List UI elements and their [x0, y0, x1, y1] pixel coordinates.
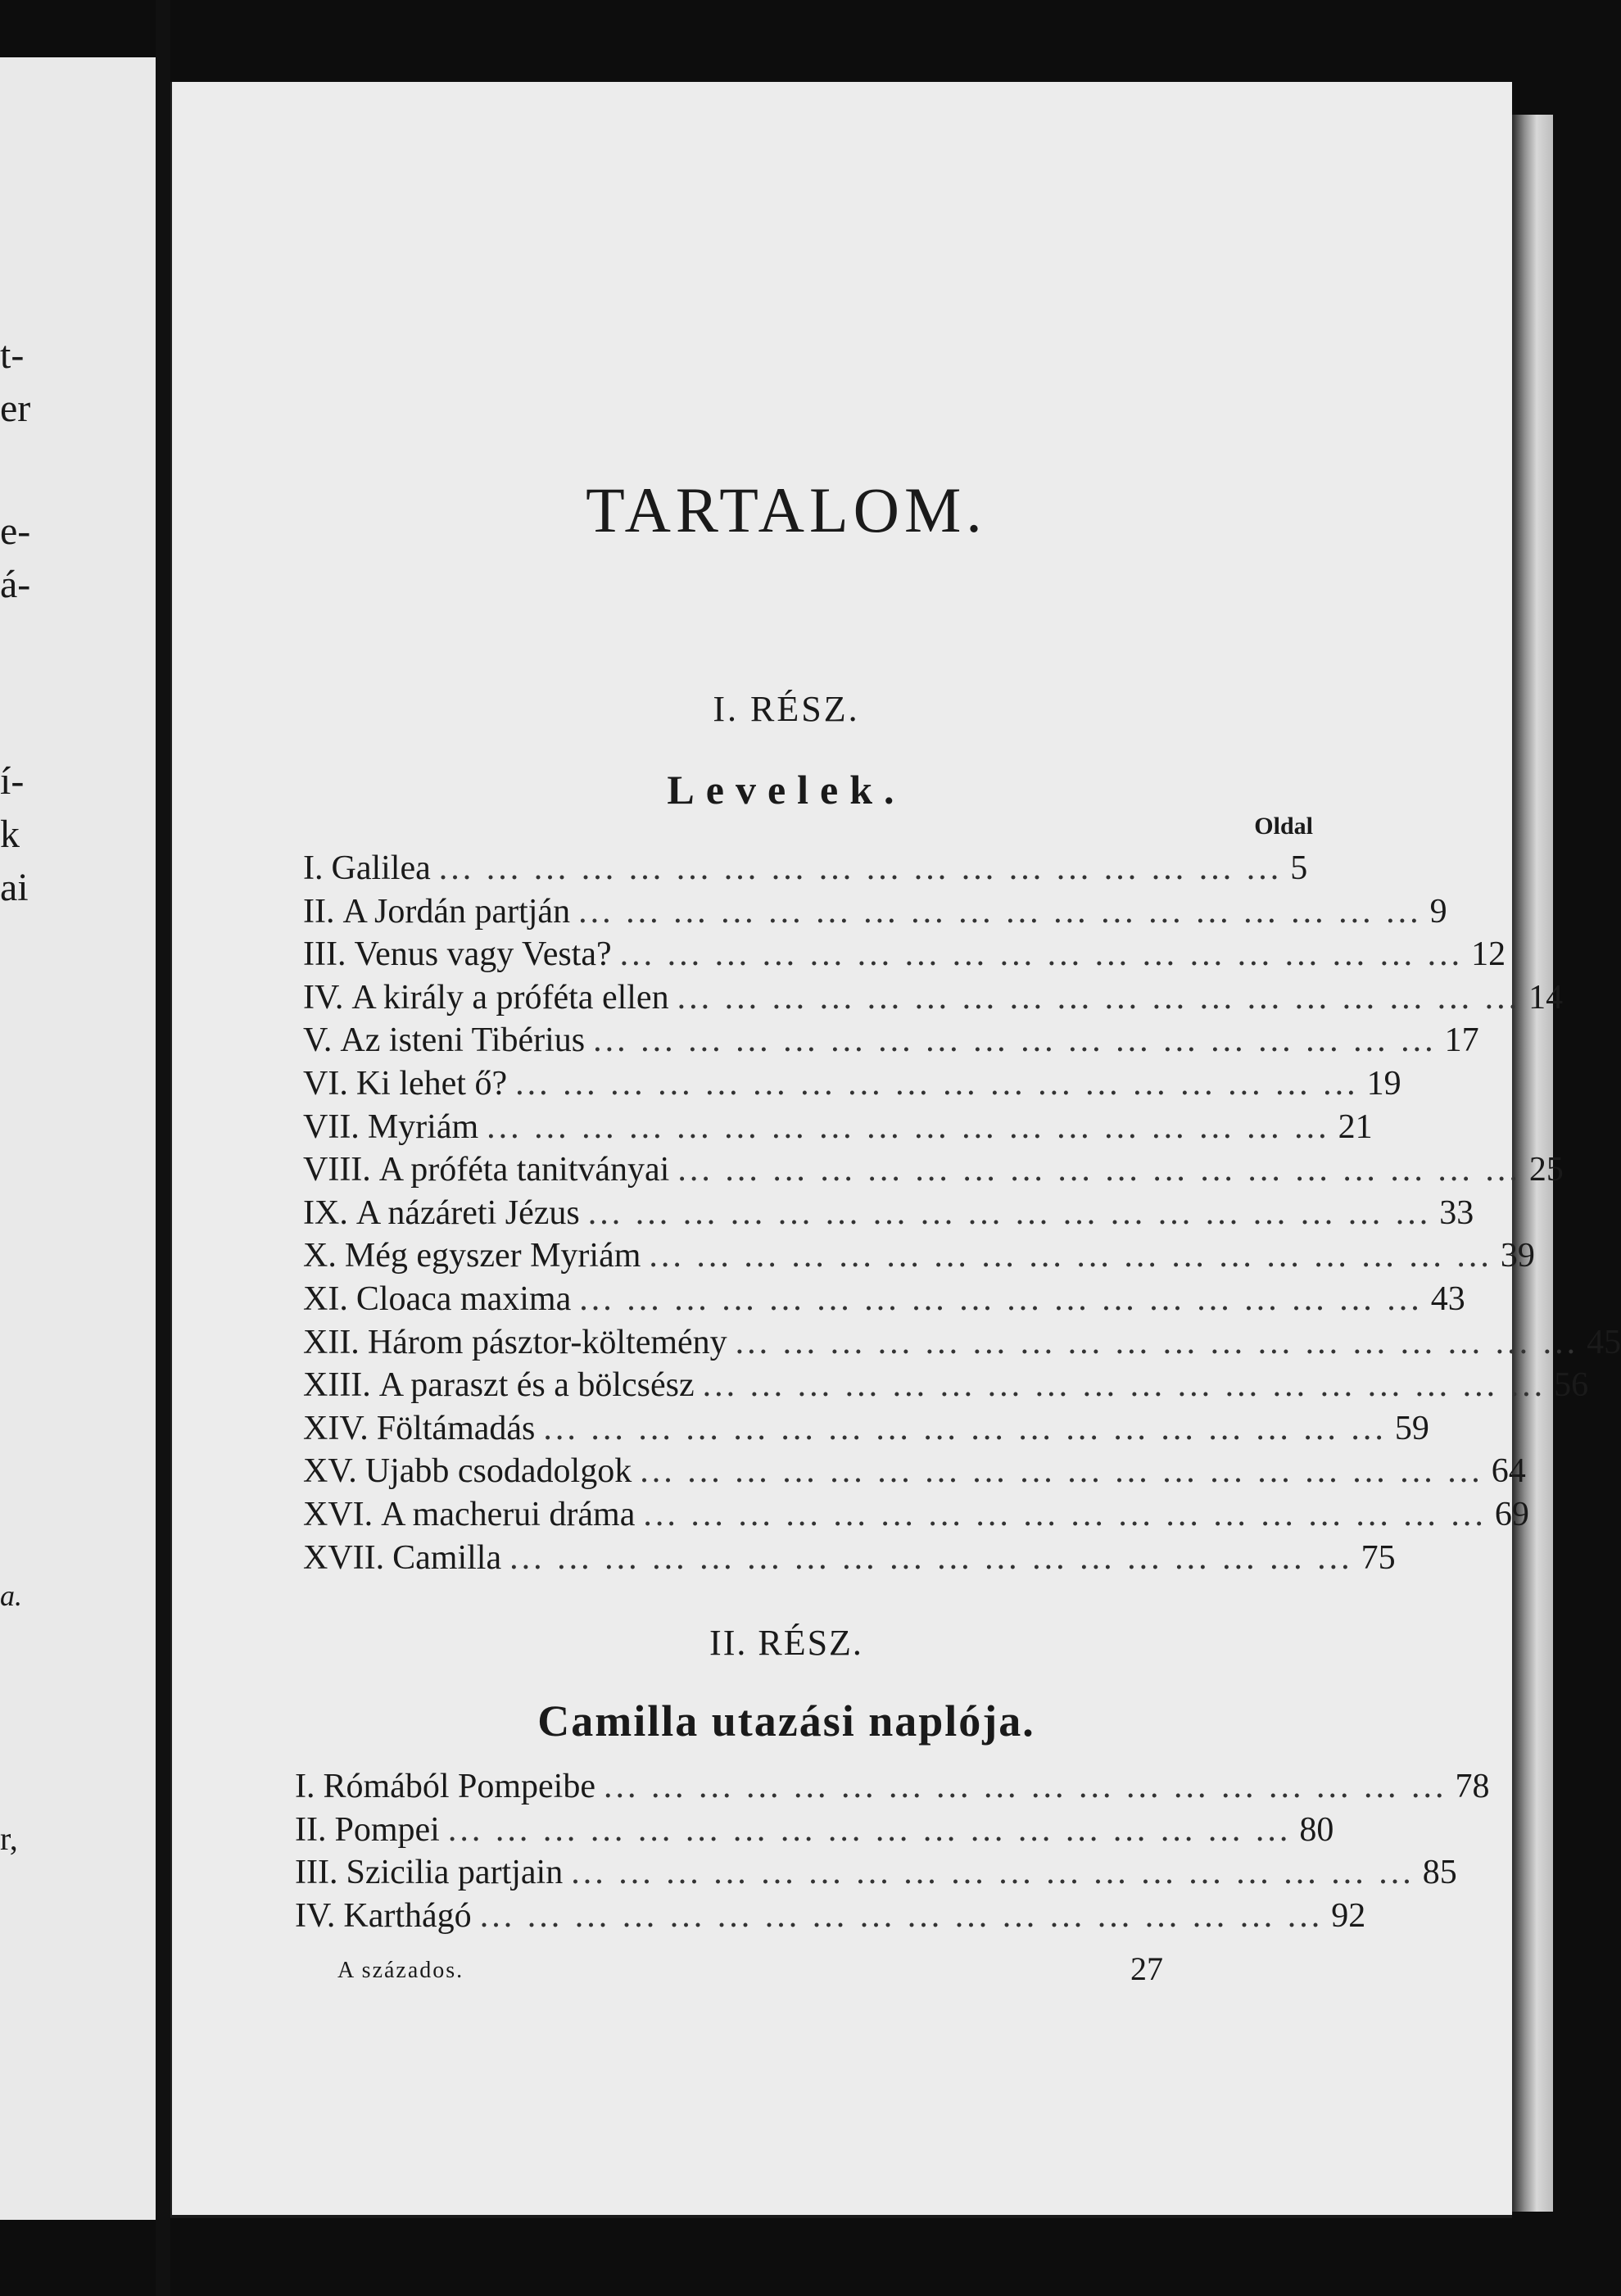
toc-leader-dots: ... ... ... ... ... ... ... ... ... ... ... ... ... ... ... ... ... ... — [487, 1107, 1330, 1146]
toc-entry — [303, 1021, 1479, 1062]
toc-entry-title: A paraszt és a bölcsész — [378, 1366, 695, 1405]
toc-entry-page: 56 — [1554, 1366, 1589, 1405]
facing-page-fragment: á- — [0, 563, 31, 606]
toc-entry — [303, 978, 1564, 1019]
toc-entry — [303, 892, 1447, 933]
toc-entry-number: IV. — [303, 978, 344, 1017]
part1-subtitle: Levelek. — [667, 767, 906, 813]
toc-entry — [303, 935, 1506, 976]
toc-entry-page: 39 — [1500, 1237, 1535, 1275]
toc-entry-title: A macherui dráma — [381, 1496, 636, 1533]
toc-entry-page: 12 — [1471, 935, 1506, 974]
toc-entry-page: 14 — [1528, 978, 1564, 1017]
facing-page-fragment: k — [0, 813, 20, 856]
toc-entry-number: X. — [303, 1237, 337, 1275]
toc-entry-number: VIII. — [303, 1151, 371, 1189]
toc-entry — [303, 1193, 1474, 1234]
toc-entry-title: Az isteni Tibérius — [340, 1021, 586, 1060]
toc-entry-page: 17 — [1444, 1021, 1479, 1060]
toc-entry-number: I. — [303, 849, 324, 887]
toc-entry-page: 64 — [1491, 1452, 1526, 1491]
toc-entry-title: Cloaca maxima — [355, 1280, 572, 1318]
toc-entry-page: 19 — [1366, 1065, 1401, 1103]
toc-entry-page: 43 — [1430, 1280, 1465, 1318]
toc-entry-title: Ki lehet ő? — [355, 1065, 508, 1103]
toc-leader-dots: ... ... ... ... ... ... ... ... ... ... ... ... ... ... ... ... ... ... — [447, 1810, 1292, 1849]
toc-entry — [303, 1323, 1621, 1364]
facing-page-fragment: e- — [0, 509, 31, 553]
toc-entry-page: 92 — [1331, 1896, 1366, 1935]
toc-entry-page: 5 — [1290, 849, 1308, 887]
toc-leader-dots: ... ... ... ... ... ... ... ... ... ... ... ... ... ... ... ... ... ... — [677, 978, 1521, 1017]
facing-page-fragment: er — [0, 387, 31, 430]
toc-entry-page: 21 — [1338, 1107, 1373, 1146]
toc-entry — [295, 1853, 1457, 1894]
toc-entry-number: XV. — [303, 1452, 357, 1491]
toc-entry-number: V. — [303, 1021, 333, 1060]
toc-entry-page: 45 — [1587, 1323, 1621, 1361]
toc-entry-page: 78 — [1455, 1768, 1490, 1805]
toc-entry-number: XVI. — [303, 1496, 374, 1533]
toc-entry — [295, 1810, 1334, 1851]
toc-entry-title: A Jordán partján — [342, 892, 571, 931]
toc-entry-number: XI. — [303, 1280, 348, 1318]
part2-subtitle: Camilla utazási naplója. — [537, 1696, 1035, 1746]
toc-entry-title: A király a próféta ellen — [351, 978, 669, 1017]
toc-entry-title: Még egyszer Myriám — [344, 1237, 641, 1275]
page-title: TARTALOM. — [586, 474, 987, 546]
toc-entry — [303, 1365, 1589, 1406]
sheet-number: 27 — [1130, 1950, 1163, 1987]
toc-leader-dots: ... ... ... ... ... ... ... ... ... ... ... ... ... ... ... ... ... ... — [543, 1409, 1387, 1447]
toc-entry-page: 75 — [1361, 1538, 1396, 1577]
toc-entry-page: 80 — [1299, 1810, 1334, 1849]
toc-leader-dots: ... ... ... ... ... ... ... ... ... ... ... ... ... ... ... ... ... ... — [579, 1280, 1423, 1318]
toc-leader-dots: ... ... ... ... ... ... ... ... ... ... ... ... ... ... ... ... ... ... — [571, 1854, 1415, 1892]
toc-leader-dots: ... ... ... ... ... ... ... ... ... ... ... ... ... ... ... ... ... ... — [735, 1323, 1579, 1361]
toc-entry — [303, 1279, 1465, 1320]
facing-page-fragment: r, — [0, 1820, 18, 1857]
toc-entry-title: Három pásztor-költemény — [367, 1323, 727, 1361]
toc-entry-title: Myriám — [367, 1107, 479, 1146]
facing-page-fragment: t- — [0, 333, 25, 377]
toc-entry-page: 9 — [1429, 892, 1447, 931]
toc-entry-number: XII. — [303, 1323, 360, 1361]
toc-entry — [303, 1495, 1529, 1536]
toc-entry-title: Venus vagy Vesta? — [354, 935, 612, 974]
toc-entry — [303, 1451, 1526, 1492]
toc-entry-page: 33 — [1439, 1193, 1474, 1232]
toc-entry-page: 59 — [1394, 1409, 1429, 1447]
toc-entry-title: Karthágó — [343, 1896, 472, 1935]
toc-leader-dots: ... ... ... ... ... ... ... ... ... ... ... ... ... ... ... ... ... ... — [438, 849, 1283, 887]
toc-entry-number: VII. — [303, 1107, 360, 1146]
toc-entry-title: A próféta tanitványai — [378, 1151, 670, 1189]
toc-leader-dots: ... ... ... ... ... ... ... ... ... ... ... ... ... ... ... ... ... ... — [649, 1237, 1492, 1275]
book-gutter — [156, 0, 170, 2296]
toc-entry — [303, 1150, 1564, 1191]
page-column-header: Oldal — [1254, 813, 1313, 840]
toc-leader-dots: ... ... ... ... ... ... ... ... ... ... ... ... ... ... ... ... ... ... — [515, 1065, 1359, 1103]
toc-entry-number: IV. — [295, 1896, 336, 1935]
toc-leader-dots: ... ... ... ... ... ... ... ... ... ... ... ... ... ... ... ... ... ... — [643, 1496, 1487, 1533]
toc-entry-title: Pompei — [334, 1810, 440, 1849]
toc-leader-dots: ... ... ... ... ... ... ... ... ... ... ... ... ... ... ... ... ... ... — [479, 1896, 1324, 1935]
toc-entry — [303, 1538, 1396, 1579]
toc-entry — [303, 1409, 1429, 1450]
toc-entry-title: Szicilia partjain — [346, 1854, 564, 1892]
part2-label: II. RÉSZ. — [709, 1623, 863, 1663]
toc-entry-page: 69 — [1494, 1496, 1529, 1533]
toc-leader-dots: ... ... ... ... ... ... ... ... ... ... ... ... ... ... ... ... ... ... — [603, 1768, 1447, 1805]
toc-leader-dots: ... ... ... ... ... ... ... ... ... ... ... ... ... ... ... ... ... ... — [578, 892, 1422, 931]
toc-entry-number: II. — [295, 1810, 327, 1849]
toc-entry — [303, 1107, 1373, 1148]
toc-entry-title: Rómából Pompeibe — [323, 1768, 595, 1805]
toc-entry-number: II. — [303, 892, 335, 931]
toc-entry-title: Galilea — [331, 849, 431, 887]
toc-entry — [303, 849, 1308, 890]
toc-entry-number: XVII. — [303, 1538, 385, 1577]
toc-leader-dots: ... ... ... ... ... ... ... ... ... ... ... ... ... ... ... ... ... ... — [593, 1021, 1437, 1060]
facing-page — [0, 57, 156, 2220]
toc-entry-page: 85 — [1422, 1854, 1457, 1892]
toc-entry-title: Ujabb csodadolgok — [364, 1452, 632, 1491]
toc-entry-number: XIII. — [303, 1366, 371, 1405]
toc-entry-number: VI. — [303, 1065, 348, 1103]
toc-leader-dots: ... ... ... ... ... ... ... ... ... ... ... ... ... ... ... ... ... ... — [619, 935, 1464, 974]
toc-entry-page: 25 — [1528, 1151, 1564, 1189]
toc-entry — [295, 1767, 1490, 1808]
toc-entry — [303, 1064, 1401, 1105]
toc-entry-title: A názáreti Jézus — [355, 1193, 580, 1232]
toc-entry-number: IX. — [303, 1193, 348, 1232]
toc-entry-number: I. — [295, 1768, 315, 1805]
toc-entry — [303, 1236, 1535, 1277]
facing-page-fragment: a. — [0, 1579, 22, 1612]
footer-signature: A százados. — [337, 1958, 464, 1983]
toc-leader-dots: ... ... ... ... ... ... ... ... ... ... ... ... ... ... ... ... ... ... — [677, 1151, 1521, 1189]
toc-leader-dots: ... ... ... ... ... ... ... ... ... ... ... ... ... ... ... ... ... ... — [640, 1452, 1483, 1491]
part1-label: I. RÉSZ. — [713, 689, 860, 729]
toc-entry-number: XIV. — [303, 1409, 369, 1447]
toc-entry-number: III. — [295, 1854, 338, 1892]
facing-page-fragment: í- — [0, 759, 25, 803]
toc-leader-dots: ... ... ... ... ... ... ... ... ... ... ... ... ... ... ... ... ... ... — [587, 1193, 1432, 1232]
toc-leader-dots: ... ... ... ... ... ... ... ... ... ... ... ... ... ... ... ... ... ... — [702, 1366, 1546, 1405]
toc-leader-dots: ... ... ... ... ... ... ... ... ... ... ... ... ... ... ... ... ... ... — [509, 1538, 1353, 1577]
toc-entry — [295, 1896, 1366, 1937]
toc-entry-title: Föltámadás — [376, 1409, 536, 1447]
facing-page-fragment: ai — [0, 866, 29, 909]
toc-entry-number: III. — [303, 935, 346, 974]
toc-entry-title: Camilla — [392, 1538, 502, 1577]
